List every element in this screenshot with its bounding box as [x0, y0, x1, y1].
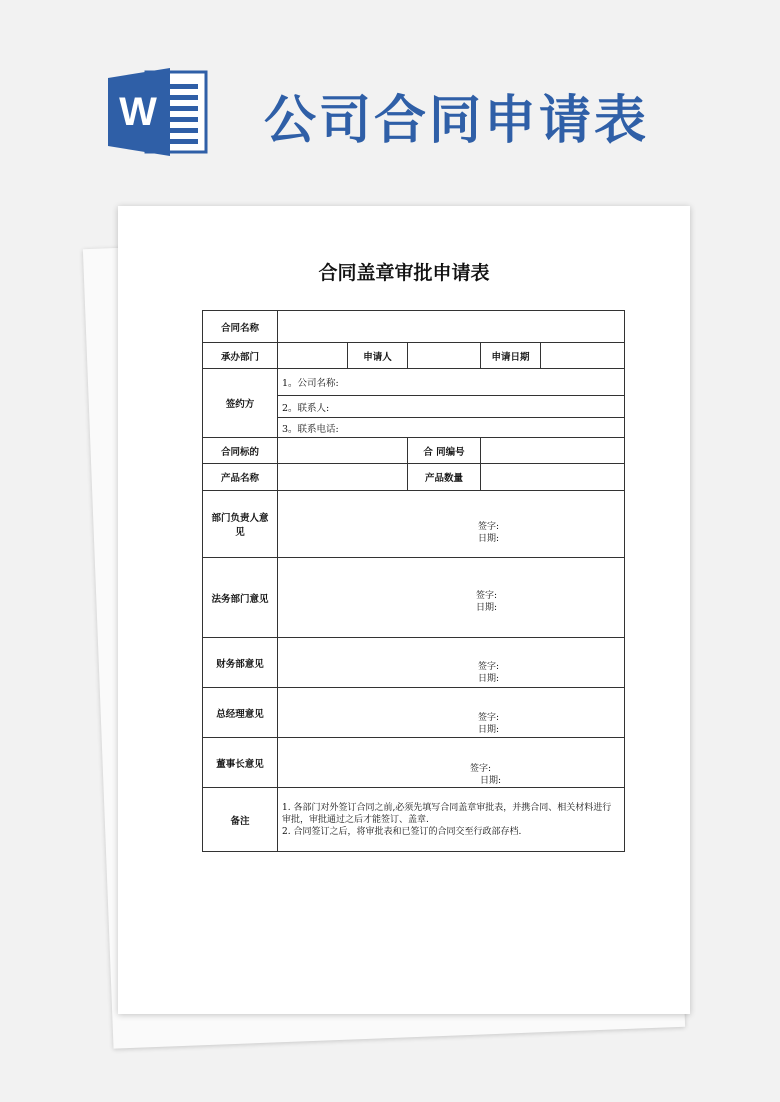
table-row	[203, 638, 625, 688]
product-quantity-label: 产品数量	[408, 464, 481, 491]
table-row	[203, 558, 625, 638]
dept-head-opinion-field[interactable]	[278, 491, 625, 558]
party-company-field[interactable]: 1。公司名称:	[278, 369, 625, 396]
word-icon-letter: W	[119, 90, 157, 134]
contract-subject-label: 合同标的	[203, 438, 278, 464]
gm-opinion-label: 总经理意见	[203, 688, 278, 738]
contract-number-label: 合 同编号	[408, 438, 481, 464]
date-label: 日期:	[478, 725, 500, 735]
finance-opinion-label: 财务部意见	[203, 638, 278, 688]
page-title: 公司合同申请表	[264, 90, 650, 151]
signing-party-label: 签约方	[203, 369, 278, 438]
signature-label: 签字:	[478, 713, 500, 723]
notes-label: 备注	[203, 788, 278, 852]
product-name-label: 产品名称	[203, 464, 278, 491]
department-label: 承办部门	[203, 343, 278, 369]
date-label: 日期:	[478, 674, 500, 684]
table-row	[203, 311, 625, 343]
gm-opinion-field[interactable]	[278, 688, 625, 738]
signature-label: 签字:	[476, 591, 498, 601]
table-row	[203, 688, 625, 738]
party-phone-field[interactable]: 3。联系电话:	[278, 418, 625, 438]
document-title: 合同盖章审批申请表	[318, 262, 490, 284]
table-row	[203, 491, 625, 558]
department-field[interactable]	[278, 343, 348, 369]
signature-label: 签字:	[478, 662, 500, 672]
notes-field	[278, 788, 625, 852]
applicant-label: 申请人	[348, 343, 408, 369]
product-name-field[interactable]	[278, 464, 408, 491]
chairman-opinion-field[interactable]	[278, 738, 625, 788]
table-row	[203, 343, 625, 369]
applicant-field[interactable]	[408, 343, 481, 369]
apply-date-field[interactable]	[541, 343, 625, 369]
chairman-opinion-label: 董事长意见	[203, 738, 278, 788]
date-label: 日期:	[480, 776, 502, 786]
table-row	[203, 369, 625, 396]
table-row	[203, 438, 625, 464]
signature-label: 签字:	[470, 764, 492, 774]
contract-name-label: 合同名称	[203, 311, 278, 343]
legal-opinion-label: 法务部门意见	[203, 558, 278, 638]
note-item: 2. 合同签订之后，将审批表和已签订的合同交至行政部存档.	[282, 826, 522, 837]
party-contact-field[interactable]: 2。联系人:	[278, 396, 625, 418]
finance-opinion-field[interactable]	[278, 638, 625, 688]
signature-label: 签字:	[478, 522, 500, 532]
page-header	[108, 68, 728, 158]
product-quantity-field[interactable]	[481, 464, 625, 491]
note-item: 1. 各部门对外签订合同之前,必须先填写合同盖章审批表，并携合同、相关材料进行审批，审批通过之后才能签订、盖章.	[282, 802, 612, 825]
table-row	[203, 738, 625, 788]
document-page	[118, 206, 690, 1014]
apply-date-label: 申请日期	[481, 343, 541, 369]
table-row	[203, 788, 625, 852]
contract-subject-field[interactable]	[278, 438, 408, 464]
table-row	[203, 464, 625, 491]
date-label: 日期:	[478, 534, 500, 544]
word-icon	[108, 68, 208, 156]
legal-opinion-field[interactable]	[278, 558, 625, 638]
approval-form-table	[202, 310, 625, 852]
contract-name-field[interactable]	[278, 311, 625, 343]
dept-head-opinion-label: 部门负责人意见	[203, 491, 278, 558]
date-label: 日期:	[476, 603, 498, 613]
contract-number-field[interactable]	[481, 438, 625, 464]
